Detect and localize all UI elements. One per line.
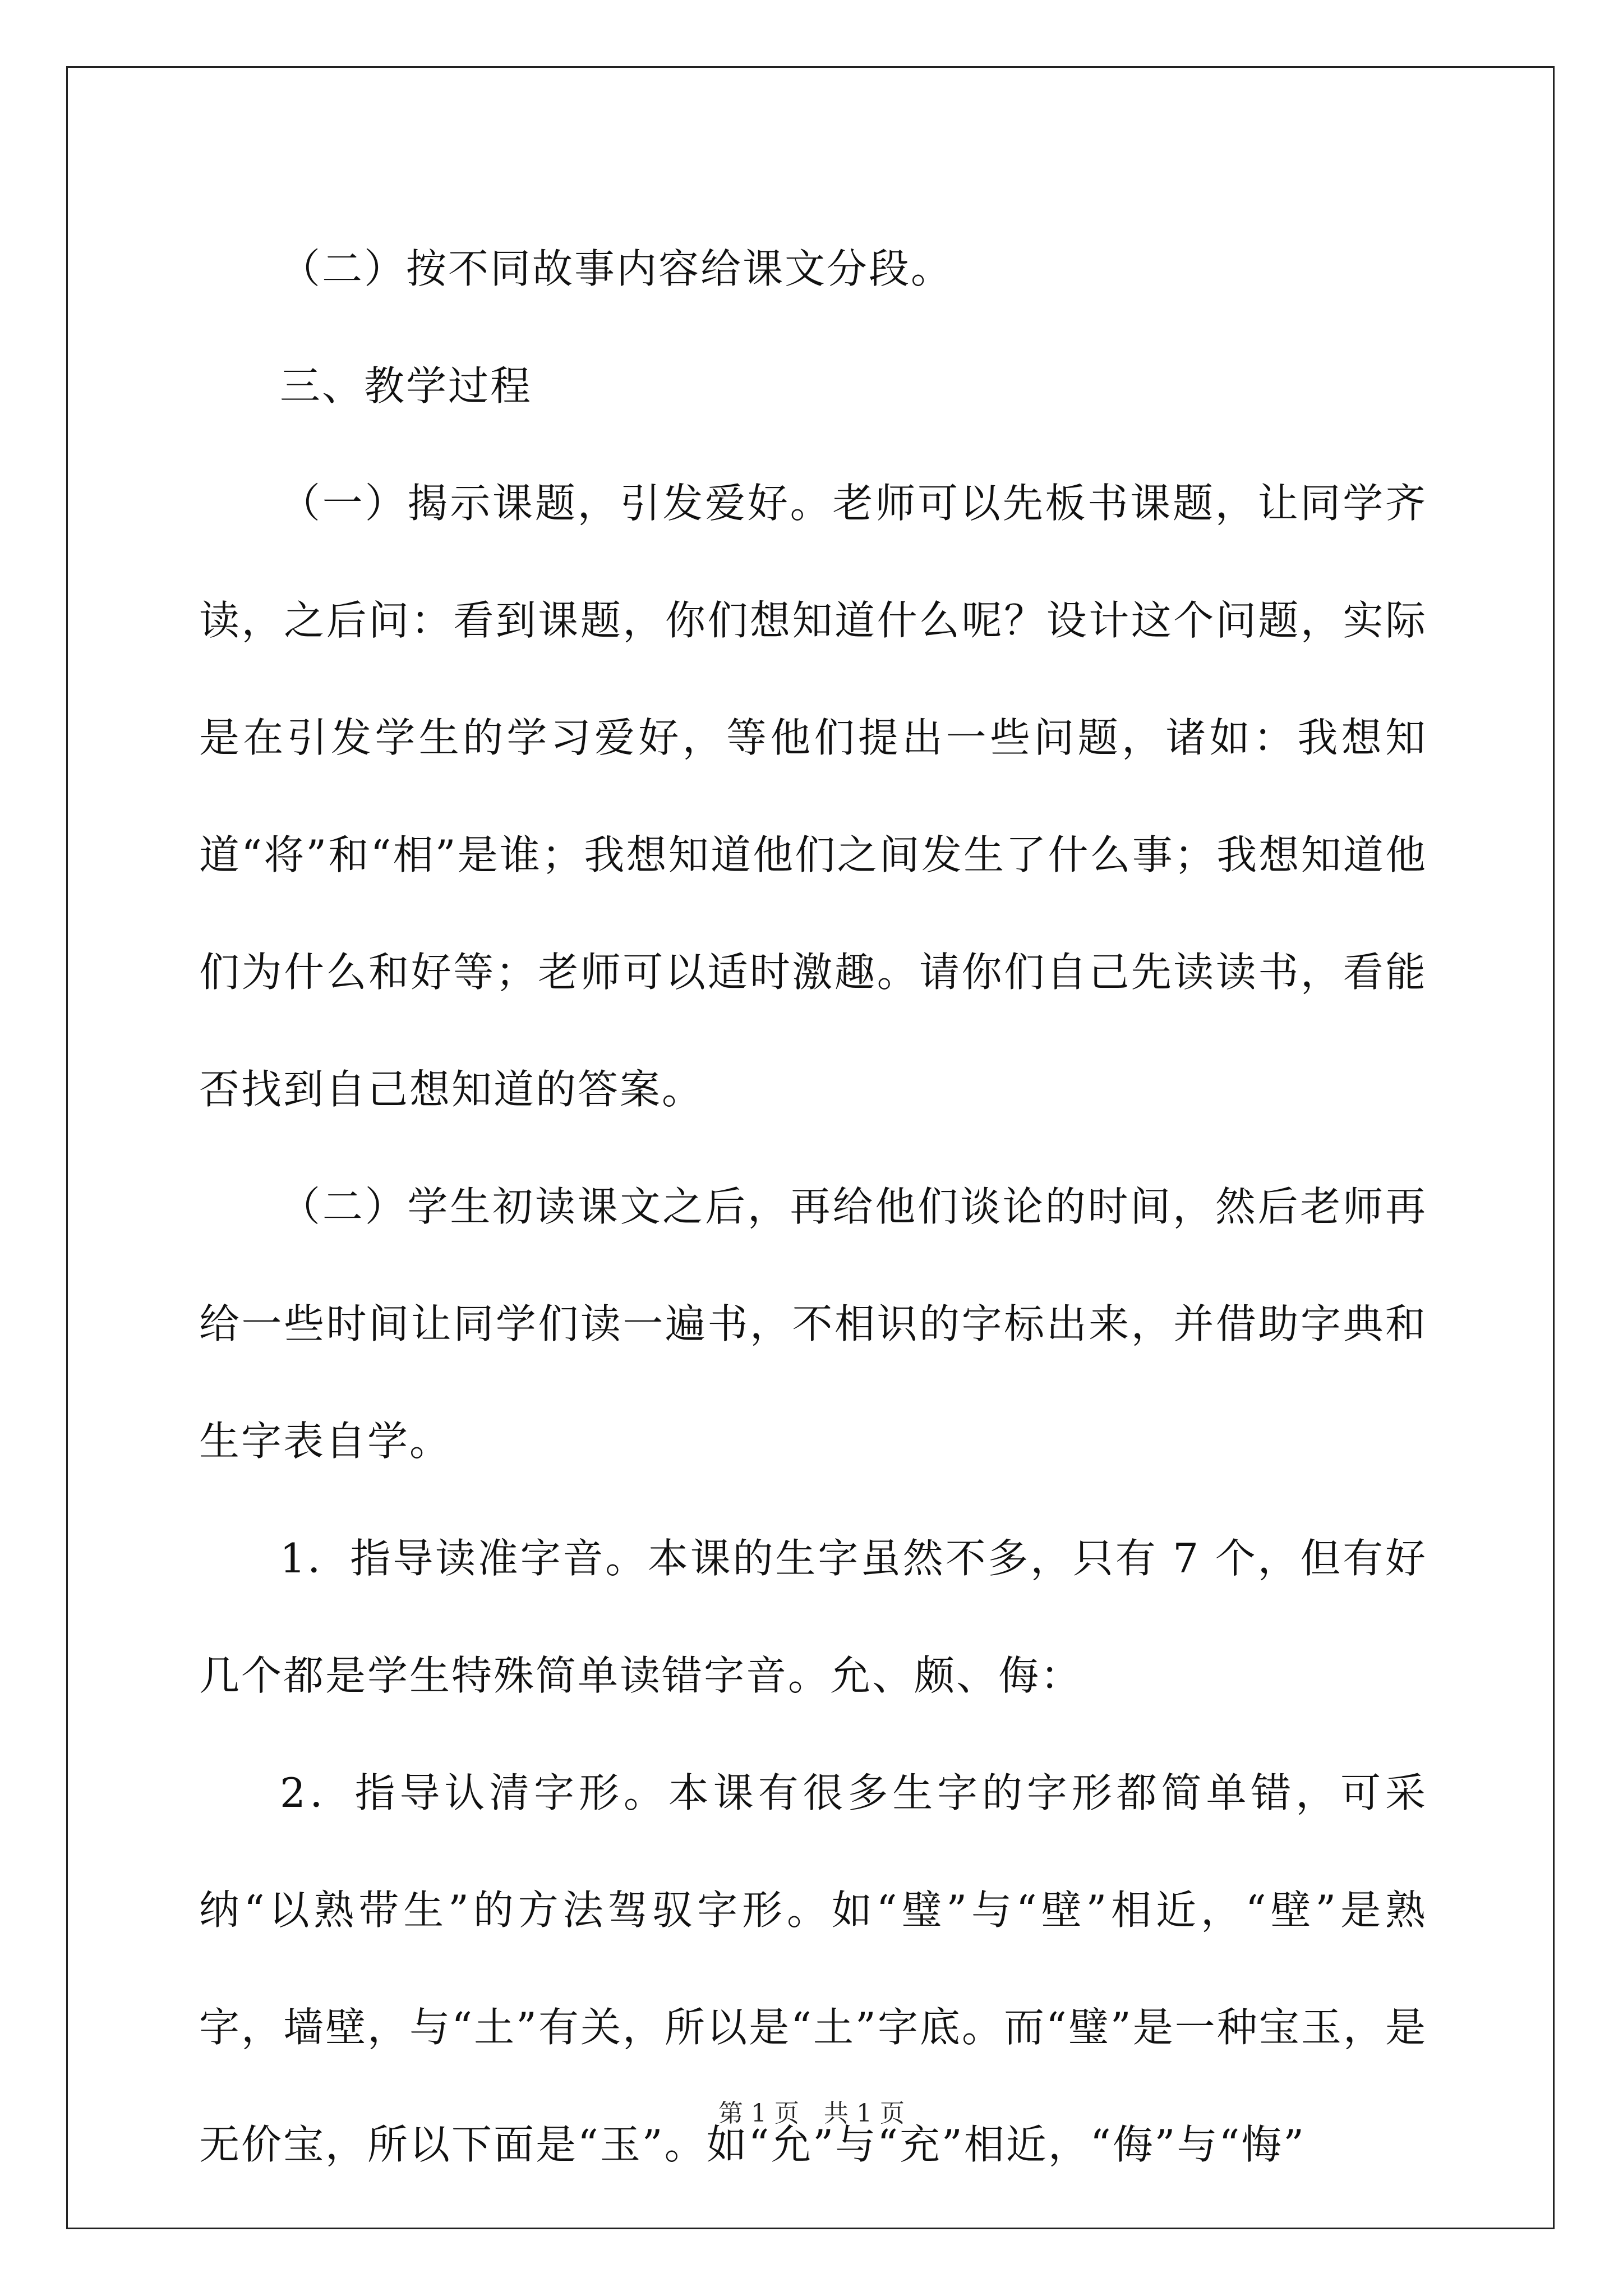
paragraph-pronunciation: 1．指导读准字音。本课的生字虽然不多，只有 7 个，但有好几个都是学生特殊简单读错字音。允、颇、侮： (199, 1535, 1427, 1699)
page-footer: 第 1 页 共 1 页 (718, 2099, 905, 2128)
paragraph-section-2-heading: （二）按不同故事内容给课文分段。 (280, 245, 953, 292)
paragraph-first-reading: （二）学生初读课文之后，再给他们谈论的时间，然后老师再给一些时间让同学们读一遍书，不相识的字标出来，并借助字典和生字表自学。 (199, 1183, 1427, 1465)
document-body (199, 210, 1427, 2203)
paragraph-teaching-process-heading: 三、教学过程 (280, 362, 533, 409)
paragraph-character-forms: 2．指导认清字形。本课有很多生字的字形都简单错，可采纳“以熟带生”的方法驾驭字形。如“璧”与“壁”相近，“壁”是熟字，墙壁，与“土”有关，所以是“土”字底。而“璧”是一种宝玉，是无价宝，所以下面是“玉”。如“允”与“充”相近，“侮”与“悔” (199, 1769, 1427, 2168)
paragraph-reveal-topic: （一）揭示课题，引发爱好。老师可以先板书课题，让同学齐读，之后问：看到课题，你们想知道什么呢？设计这个问题，实际是在引发学生的学习爱好，等他们提出一些问题，诸如：我想知道“将”和“相”是谁；我想知道他们之间发生了什么事；我想知道他们为什么和好等；老师可以适时激趣。请你们自己先读读书，看能否找到自己想知道的答案。 (199, 480, 1427, 1113)
